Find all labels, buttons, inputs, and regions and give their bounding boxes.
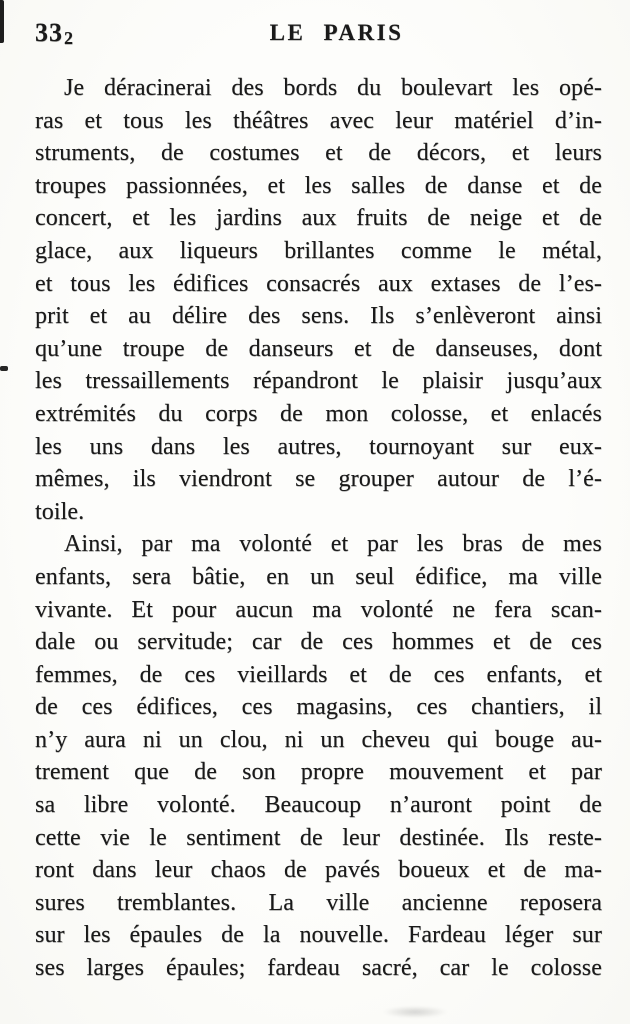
- text-line: les tressaillements répandront le plaisir jusqu’aux: [35, 368, 602, 395]
- text-line: mêmes, ils viendront se grouper autour de l’é-: [35, 466, 602, 493]
- text-line: extrémités du corps de mon colosse, et enlacés: [35, 400, 602, 427]
- page-number-sub: 2: [64, 28, 74, 48]
- text-line: Je déracinerai des bords du boulevart les opé-: [64, 75, 602, 101]
- text-line: Ainsi, par ma volonté et par les bras de mes: [64, 531, 602, 558]
- margin-mark-artifact: [0, 366, 8, 371]
- text-line: les uns dans les autres, tournoyant sur eux-: [35, 433, 602, 460]
- text-line: sa libre volonté. Beaucoup n’auront point de: [35, 792, 602, 819]
- paragraph-1: [35, 72, 602, 528]
- text-line: vivante. Et pour aucun ma volonté ne fera scan-: [35, 596, 602, 623]
- scan-edge-artifact: [0, 0, 4, 43]
- running-title-text: LE PARIS: [269, 20, 404, 45]
- running-header: [35, 18, 602, 52]
- text-line: concert, et les jardins aux fruits de neige et de: [35, 205, 602, 232]
- text-line: n’y aura ni un clou, ni un cheveu qui bouge au-: [35, 726, 602, 753]
- text-line: troupes passionnées, et les salles de danse et de: [35, 172, 602, 199]
- ink-smudge-artifact: [383, 1006, 447, 1018]
- text-line: dale ou servitude; car de ces hommes et de ces: [35, 629, 602, 656]
- text-line: qu’une troupe de danseurs et de danseuses, dont: [35, 335, 602, 362]
- text-line: glace, aux liqueurs brillantes comme le métal,: [35, 237, 602, 264]
- text-line: prit et au délire des sens. Ils s’enlèveront ainsi: [35, 303, 602, 330]
- text-line: toile.: [35, 498, 85, 525]
- page-body: [35, 72, 602, 985]
- text-line: et tous les édifices consacrés aux extases de l’es-: [35, 270, 602, 297]
- paragraph-2: [35, 528, 602, 984]
- running-title: [35, 20, 602, 46]
- text-line: ras et tous les théâtres avec leur matériel d’in-: [35, 107, 602, 134]
- text-line: femmes, de ces vieillards et de ces enfants, et: [35, 661, 602, 688]
- text-line: ront dans leur chaos de pavés boueux et de ma-: [35, 857, 602, 884]
- text-line: struments, de costumes et de décors, et leurs: [35, 140, 602, 167]
- text-line: enfants, sera bâtie, en un seul édifice, ma ville: [35, 563, 602, 590]
- text-line: trement que de son propre mouvement et par: [35, 759, 602, 786]
- text-line: cette vie le sentiment de leur destinée. Ils reste-: [35, 824, 602, 851]
- text-line: ses larges épaules; fardeau sacré, car le colosse: [35, 955, 602, 982]
- page-number-main: 33: [35, 18, 63, 47]
- text-line: sures tremblantes. La ville ancienne reposera: [35, 889, 602, 916]
- text-line: de ces édifices, ces magasins, ces chantiers, il: [35, 694, 602, 721]
- text-line: sur les épaules de la nouvelle. Fardeau léger sur: [35, 922, 602, 949]
